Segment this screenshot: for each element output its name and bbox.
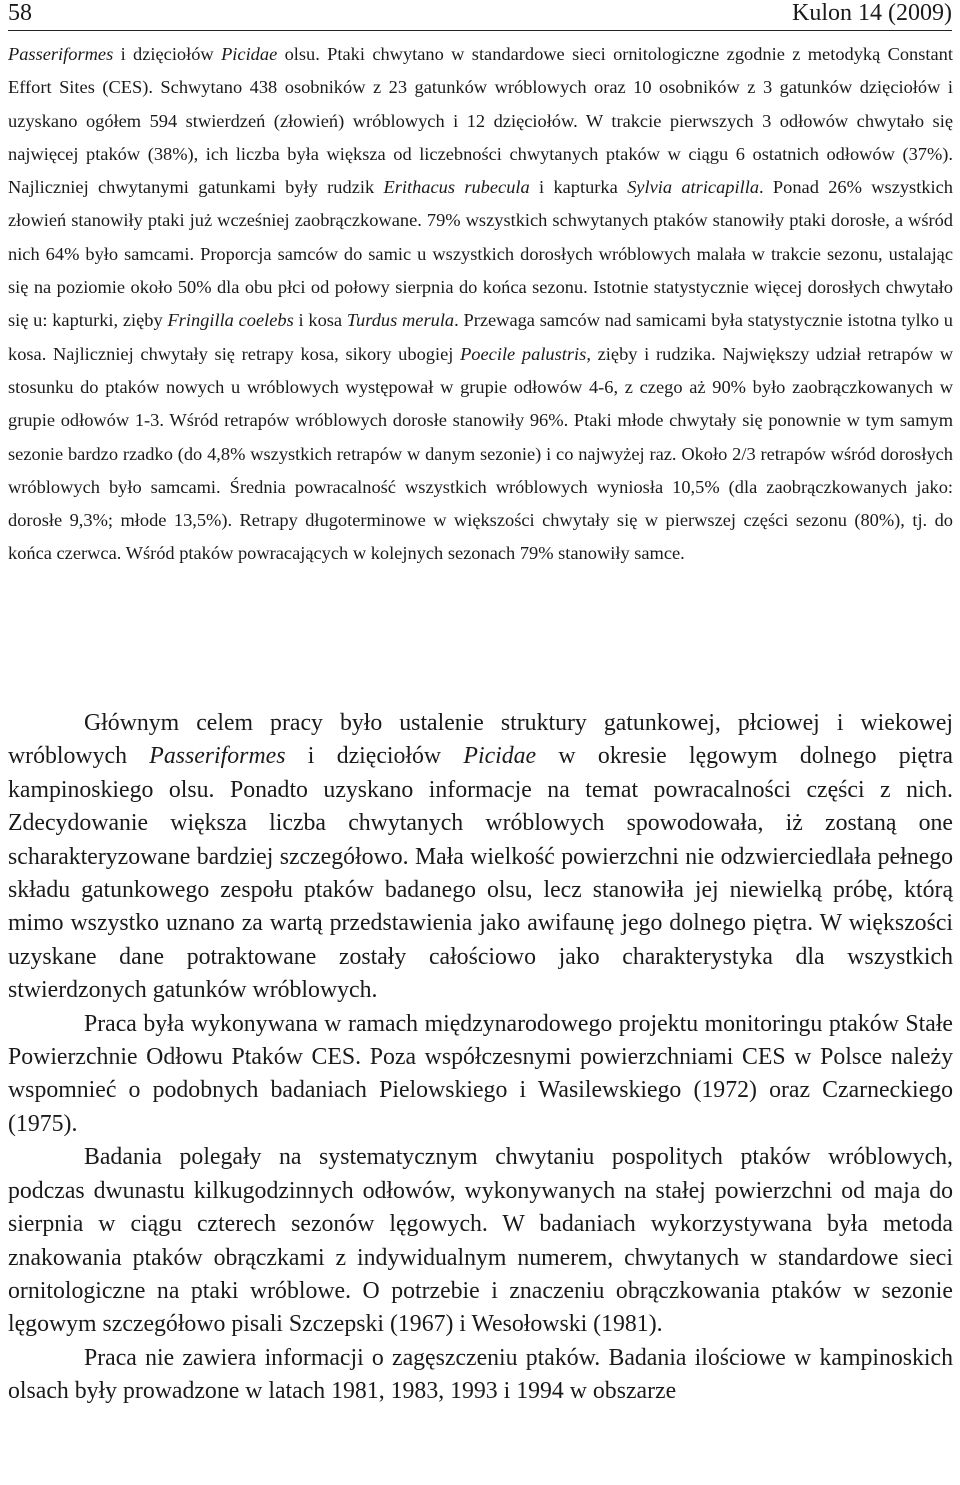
body-paragraph-1: Głównym celem pracy było ustalenie struktury gatunkowej, płciowej i wiekowej wróblowych Passeriformes i dzięciołów Picidae w okresie lęgowym dolnego piętra kampinoskiego olsu. Ponadto uzyskano informacje na temat powracalności części z nich. Zdecydowanie większa liczba chwytanych wróblowych spowodowała, iż zostaną one scharakteryzowane bardziej szczegółowo. Mała wielkość powierzchni nie odzwierciedlała pełnego składu gatunkowego zespołu ptaków badanego olsu, lecz stanowiła jej niewielką próbę, którą mimo wszystko uznano za wartą przedstawienia jako awifaunę jego dolnego piętra. W większości uzyskane dane potraktowane zostały całościowo jako charakterystyka dla wszystkich stwierdzonych gatunków wróblowych. — [8, 710, 953, 1004]
journal-running-head: Kulon 14 (2009) — [792, 0, 952, 26]
taxon-name: Picidae — [221, 44, 278, 64]
species-name: Fringilla coelebs — [167, 310, 294, 331]
taxon-name: Passeriformes — [149, 743, 286, 770]
species-name: Sylvia atricapilla — [627, 177, 760, 198]
page-header — [8, 0, 952, 31]
body-paragraph-3: Badania polegały na systematycznym chwytaniu pospolitych ptaków wróblowych, podczas dwunastu kilkugodzinnych odłowów, wykonywanych na stałej powierzchni od maja do sierpnia w ciągu czterech sezonów lęgowych. W badaniach wykorzystywana była metoda znakowania ptaków obrączkami z indywidualnym numerem, chwytanych w standardowe sieci ornitologiczne na ptaki wróblowe. O potrzebie i znaczeniu obrączkowania ptaków w sezonie lęgowym szczegółowo pisali Szczepski (1967) i Wesołowski (1981). — [8, 1144, 953, 1338]
taxon-name: Passeriformes — [8, 44, 114, 64]
main-text — [8, 707, 953, 1409]
species-name: Poecile palustris — [460, 343, 587, 364]
abstract-paragraph: Passeriformes i dzięciołów Picidae olsu. Ptaki chwytano w standardowe sieci ornitologiczne zgodnie z metodyką Constant Effort Sites (CES). Schwytano 438 osobników z 23 gatunków wróblowych oraz 10 osobników z 3 gatunków dzięciołów i uzyskano ogółem 594 stwierdzeń (złowień) wróblowych i 12 dzięciołów. W trakcie pierwszych 3 odłowów chwytało się najwięcej ptaków (38%), ich liczba była większa od liczebności chwytanych ptaków w ciągu 6 ostatnich odłowów (37%). Najliczniej chwytanymi gatunkami były rudzik Erithacus rubecula i kapturka Sylvia atricapilla. Ponad 26% wszystkich złowień stanowiły ptaki już wcześniej zaobrączkowane. 79% wszystkich schwytanych ptaków stanowiły ptaki dorosłe, a wśród nich 64% było samcami. Proporcja samców do samic u wszystkich dorosłych wróblowych malała w trakcie sezonu, ustalając się na poziomie około 50% dla obu płci od połowy sierpnia do końca sezonu. Istotnie statystycznie więcej dorosłych chwytało się u: kapturki, zięby Fringilla coelebs i kosa Turdus merula. Przewaga samców nad samicami była statystycznie istotna tylko u kosa. Najliczniej chwytały się retrapy kosa, sikory ubogiej Poecile palustris, zięby i rudzika. Największy udział retrapów w stosunku do ptaków nowych u wróblowych występował w grupie odłowów 4-6, z czego aż 90% było zaobrączkowanych w grupie odłowów 1-3. Wśród retrapów wróblowych dorosłe stanowiły 96%. Ptaki młode chwytały się ponownie w tym samym sezonie bardzo rzadko (do 4,8% wszystkich retrapów w danym sezonie) i co najwyżej raz. Około 2/3 retrapów wśród dorosłych wróblowych było samcami. Średnia powracalność wszystkich wróblowych wyniosła 10,5% (dla zaobrączkowanych jako: dorosłe 9,3%; młode 13,5%). Retrapy długoterminowe w większości chwytały się w pierwszej części sezonu (80%), tj. do końca czerwca. Wśród ptaków powracających w kolejnych sezonach 79% stanowiły samce. — [8, 44, 953, 564]
body-paragraph-2: Praca była wykonywana w ramach międzynarodowego projektu monitoringu ptaków Stałe Powierzchnie Odłowu Ptaków CES. Poza współczesnymi powierzchniami CES w Polsce należy wspomnieć o podobnych badaniach Pielowskiego i Wasilewskiego (1972) oraz Czarneckiego (1975). — [8, 1010, 953, 1137]
species-name: Turdus merula — [346, 310, 455, 331]
species-name: Erithacus rubecula — [383, 177, 530, 198]
body-paragraph-4: Praca nie zawiera informacji o zagęszczeniu ptaków. Badania ilościowe w kampinoskich olsach były prowadzone w latach 1981, 1983, 1993 i 1994 w obszarze — [8, 1344, 953, 1405]
page-number: 58 — [8, 0, 32, 26]
taxon-name: Picidae — [463, 743, 537, 770]
